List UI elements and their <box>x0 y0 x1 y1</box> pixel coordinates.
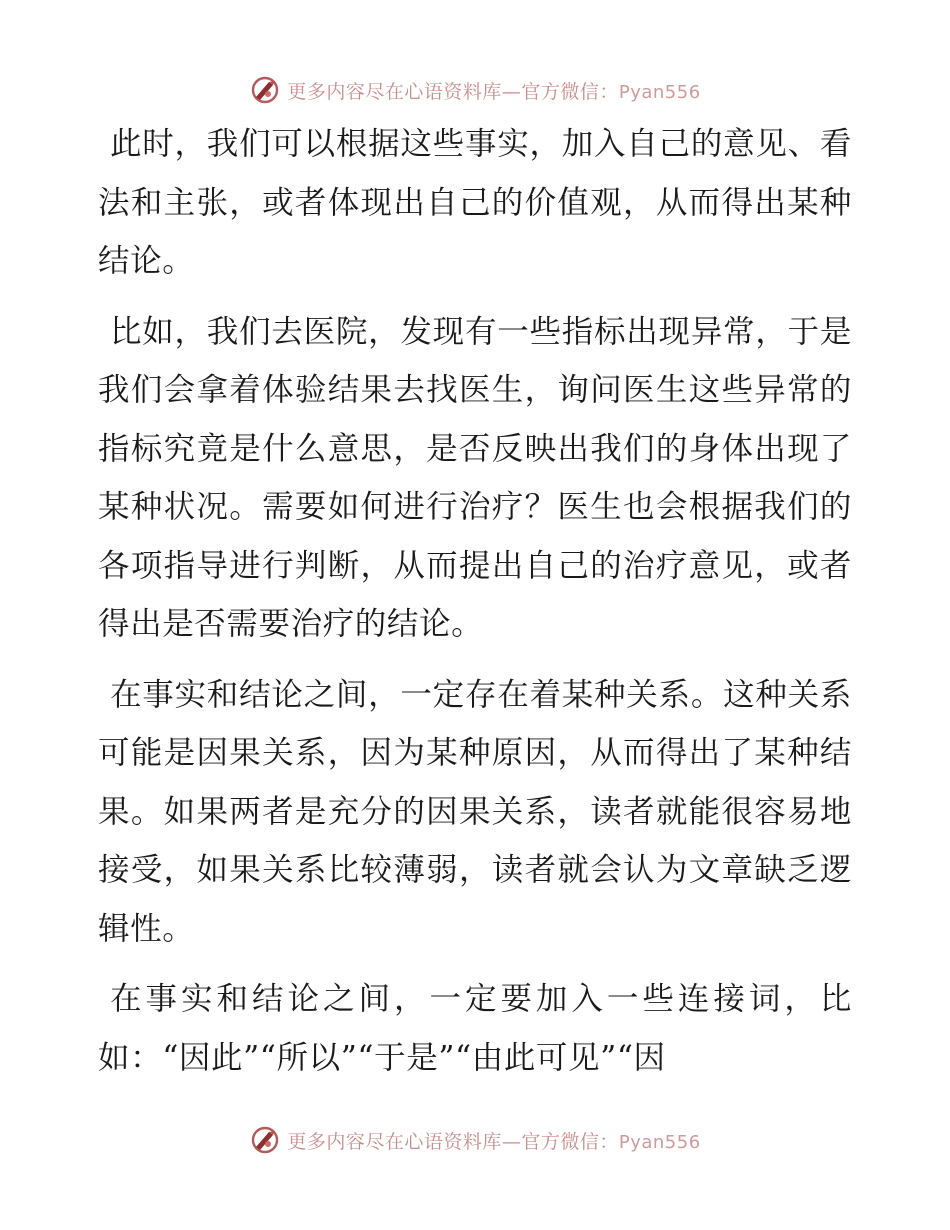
pen-logo-icon <box>249 74 281 106</box>
document-body <box>98 115 852 1099</box>
paragraph: 在事实和结论之间，一定存在着某种关系。这种关系可能是因果关系，因为某种原因，从而得出了某种结果。如果两者是充分的因果关系，读者就能很容易地接受，如果关系比较薄弱，读者就会认为文章缺乏逻辑性。 <box>98 676 852 947</box>
header-watermark <box>0 70 950 110</box>
paragraph: 比如，我们去医院，发现有一些指标出现异常，于是我们会拿着体验结果去找医生，询问医生这些异常的指标究竟是什么意思，是否反映出我们的身体出现了某种状况。需要如何进行治疗？医生也会根据我们的各项指导进行判断，从而提出自己的治疗意见，或者得出是否需要治疗的结论。 <box>98 313 852 642</box>
paragraph: 此时，我们可以根据这些事实，加入自己的意见、看法和主张，或者体现出自己的价值观，从而得出某种结论。 <box>98 126 852 279</box>
footer-watermark <box>0 1120 950 1160</box>
pen-logo-icon <box>249 1124 281 1156</box>
paragraph: 在事实和结论之间，一定要加入一些连接词，比如：“因此”“所以”“于是”“由此可见”“因 <box>98 981 852 1076</box>
watermark-text: 更多内容尽在心语资料库—官方微信：Pyan556 <box>287 80 701 103</box>
watermark-text: 更多内容尽在心语资料库—官方微信：Pyan556 <box>287 1130 701 1153</box>
